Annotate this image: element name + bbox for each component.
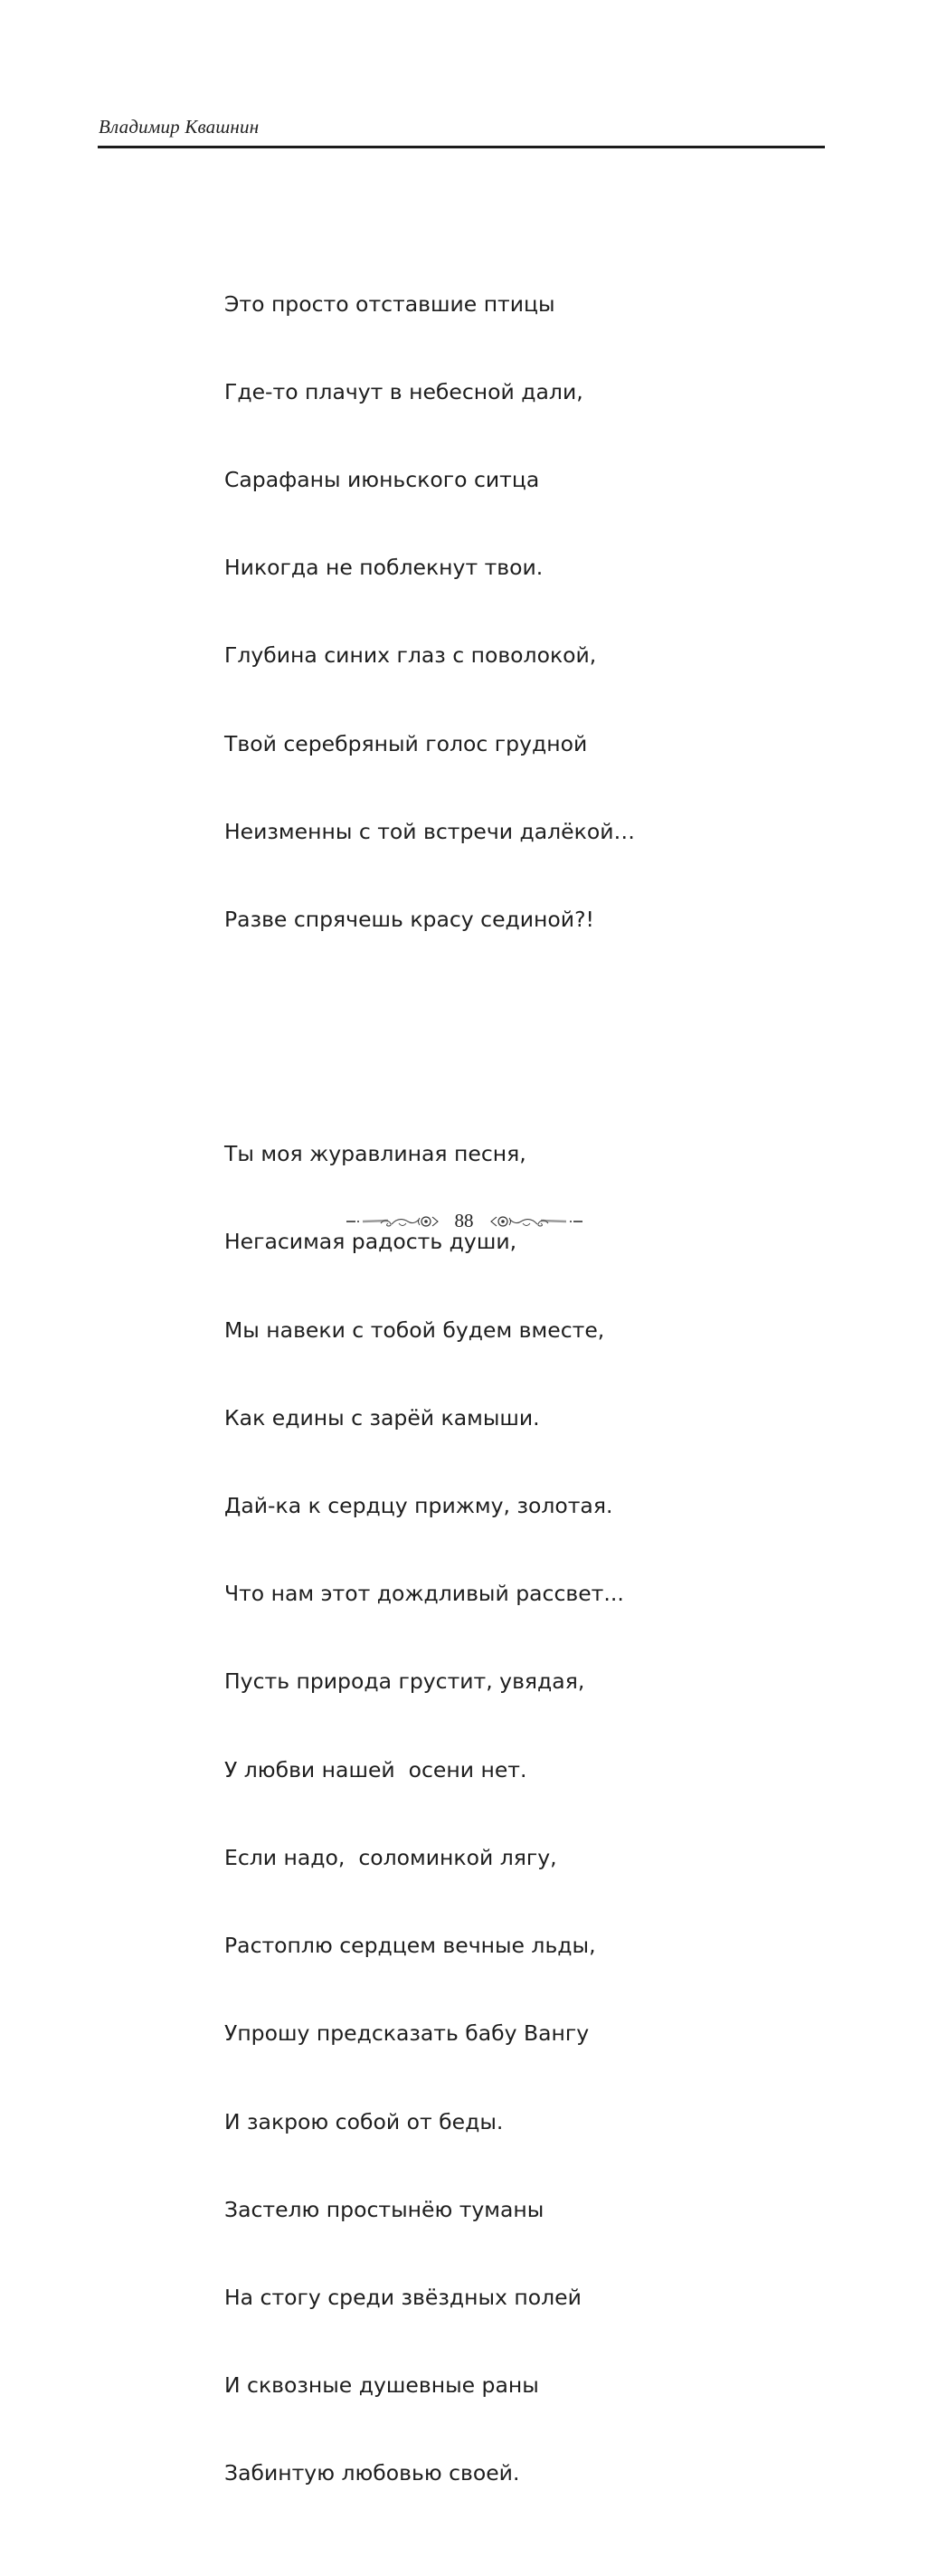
poem-line: Твой серебряный голос грудной [224,730,588,756]
floral-flourish-left-icon [345,1212,444,1231]
poem-line: Растоплю сердцем вечные льды, [224,1933,596,1959]
stanza-2 [224,1080,635,2546]
poem-line: Дай-ка к сердцу прижму, золотая. [224,1493,613,1519]
page-footer [0,1210,928,1232]
poem-line: У любви нашей осени нет. [224,1756,527,1782]
poem-line: Это просто отставшие птицы [224,290,555,317]
poem-line: И закрою собой от беды. [224,2108,504,2134]
poem-line: Никогда не поблекнут твои. [224,555,544,581]
poem-body [224,172,635,2576]
poem-line: Мы навеки с тобой будем вместе, [224,1317,605,1343]
stanza-1 [224,231,635,993]
poem-line: И сквозные душевные раны [224,2372,539,2399]
poem-line: На стогу среди звёздных полей [224,2284,582,2310]
poem-line: Негасимая радость души, [224,1229,517,1255]
poem-line: Сарафаны июньского ситца [224,467,540,493]
floral-flourish-right-icon [485,1212,584,1231]
poem-line: Если надо, соломинкой лягу, [224,1844,557,1870]
poem-line: Упрошу предсказать бабу Вангу [224,2020,590,2047]
header-rule [98,146,825,148]
poem-line: Пусть природа грустит, увядая, [224,1668,585,1695]
poem-line: Где-то плачут в небесной дали, [224,378,583,404]
poem-line: Ты моя журавлиная песня, [224,1141,526,1167]
poem-line: Неизменны с той встречи далёкой… [224,818,635,844]
page-number: 88 [454,1210,474,1231]
poem-line: Застелю простынёю туманы [224,2196,544,2222]
poem-line: Разве спрячешь красу сединой?! [224,907,594,933]
poem-line: Что нам этот дождливый рассвет... [224,1581,624,1607]
poem-line: Забинтую любовью своей. [224,2460,520,2486]
poem-line: Как едины с зарёй камыши. [224,1404,540,1431]
poem-line: Глубина синих глаз с поволокой, [224,642,597,669]
running-head-author: Владимир Квашнин [99,116,260,138]
